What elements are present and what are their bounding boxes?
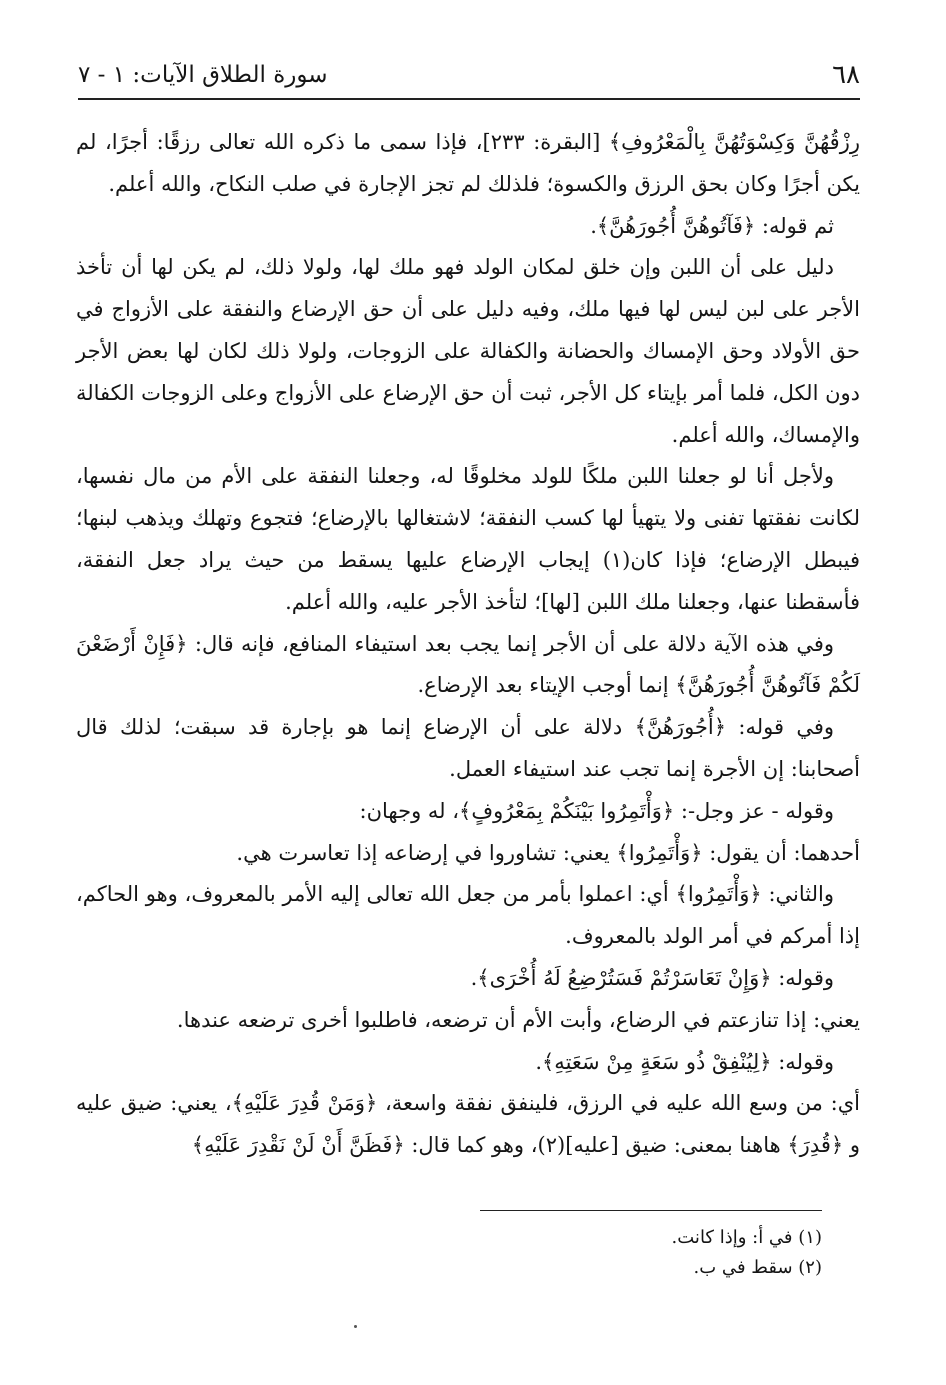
page-header xyxy=(78,58,860,98)
body-text xyxy=(76,122,860,1167)
paragraph: وفي قوله: ﴿أُجُورَهُنَّ﴾ دلالة على أن الإرضاع إنما هو بإجارة قد سبقت؛ لذلك قال أصحابنا: إن الأجرة إنما تجب عند استيفاء العمل. xyxy=(76,715,860,781)
paragraph: وفي هذه الآية دلالة على أن الأجر إنما يجب بعد استيفاء المنافع، فإنه قال: ﴿فَإِنْ أَرْضَعْنَ لَكُمْ فَآتُوهُنَّ أُجُورَهُنَّ﴾ إنما أوجب الإيتاء بعد الإرضاع. xyxy=(76,631,860,698)
paragraph: ثم قوله: ﴿فَآتُوهُنَّ أُجُورَهُنَّ﴾. xyxy=(590,213,834,238)
footnote: (١) في أ: وإذا كانت. xyxy=(671,1227,822,1248)
paragraph: أحدهما: أن يقول: ﴿وَأْتَمِرُوا﴾ يعني: تشاوروا في إرضاعه إذا تعاسرت هي. xyxy=(236,840,860,865)
paragraph: وقوله: ﴿وَإِنْ تَعَاسَرْتُمْ فَسَتُرْضِعُ لَهُ أُخْرَى﴾. xyxy=(470,965,834,990)
running-title: سورة الطلاق الآيات: ١ - ٧ xyxy=(78,62,328,88)
footnote-rule xyxy=(480,1210,822,1211)
paragraph: رِزْقُهُنَّ وَكِسْوَتُهُنَّ بِالْمَعْرُوفِ﴾ [البقرة: ٢٣٣]، فإذا سمى ما ذكره الله تعالى رزقًا: أجرًا، لم يكن أجرًا وكان بحق الرزق والكسوة؛ فلذلك لم تجز الإجارة في صلب النكاح، والله أعلم. xyxy=(76,130,861,196)
header-rule xyxy=(78,98,860,100)
footnotes xyxy=(380,1223,822,1283)
paragraph: دليل على أن اللبن وإن خلق لمكان الولد فهو ملك لها، ولولا ذلك، لم يكن لها أن تأخذ الأجر على لبن ليس لها فيها ملك، وفيه دليل على أن حق الإرضاع والنفقة على الأزواج في حق الأولاد وحق الإمساك والحضانة والكفالة على الزوجات، ولولا ذلك لكان لها بعض الأجر دون الكل، فلما أمر بإيتاء كل الأجر، ثبت أن حق الإرضاع على الأزواج وعلى الزوجات الكفالة والإمساك، والله أعلم. xyxy=(76,255,860,447)
paragraph: ولأجل أنا لو جعلنا اللبن ملكًا للولد مخلوقًا له، وجعلنا النفقة على الأم من مال نفسها، لكانت نفقتها تفنى ولا يتهيأ لها كسب النفقة؛ لاشتغالها بالإرضاع؛ فتجوع وتهلك ويذهب لبنها؛ فيبطل الإرضاع؛ فإذا كان(١) إيجاب الإرضاع عليها يسقط من حيث يراد جعل النفقة، فأسقطنا عنها، وجعلنا ملك اللبن [لها]؛ لتأخذ الأجر عليه، والله أعلم. xyxy=(76,464,860,614)
paragraph: يعني: إذا تنازعتم في الرضاع، وأبت الأم أن ترضعه، فاطلبوا أخرى ترضعه عندها. xyxy=(176,1007,860,1032)
page-number: ٦٨ xyxy=(832,60,860,90)
footnote: (٢) سقط في ب. xyxy=(693,1257,822,1278)
paragraph: وقوله: ﴿لِيُنْفِقْ ذُو سَعَةٍ مِنْ سَعَتِهِ﴾. xyxy=(535,1049,834,1074)
paragraph: وقوله - عز وجل-: ﴿وَأْتَمِرُوا بَيْنَكُمْ بِمَعْرُوفٍ﴾، له وجهان: xyxy=(359,798,834,823)
paragraph: أي: من وسع الله عليه في الرزق، فلينفق نفقة واسعة، ﴿وَمَنْ قُدِرَ عَلَيْهِ﴾، يعني: ضيق عليه و ﴿قُدِرَ﴾ هاهنا بمعنى: ضيق [عليه](٢)، وهو كما قال: ﴿فَظَنَّ أَنْ لَنْ نَقْدِرَ عَلَيْهِ﴾ xyxy=(76,1091,860,1158)
scan-speck xyxy=(354,1325,357,1328)
paragraph: والثاني: ﴿وَأْتَمِرُوا﴾ أي: اعملوا بأمر من جعل الله تعالى إليه الأمر بالمعروف، وهو الحاكم، إذا أمركم في أمر الولد بالمعروف. xyxy=(76,882,860,949)
